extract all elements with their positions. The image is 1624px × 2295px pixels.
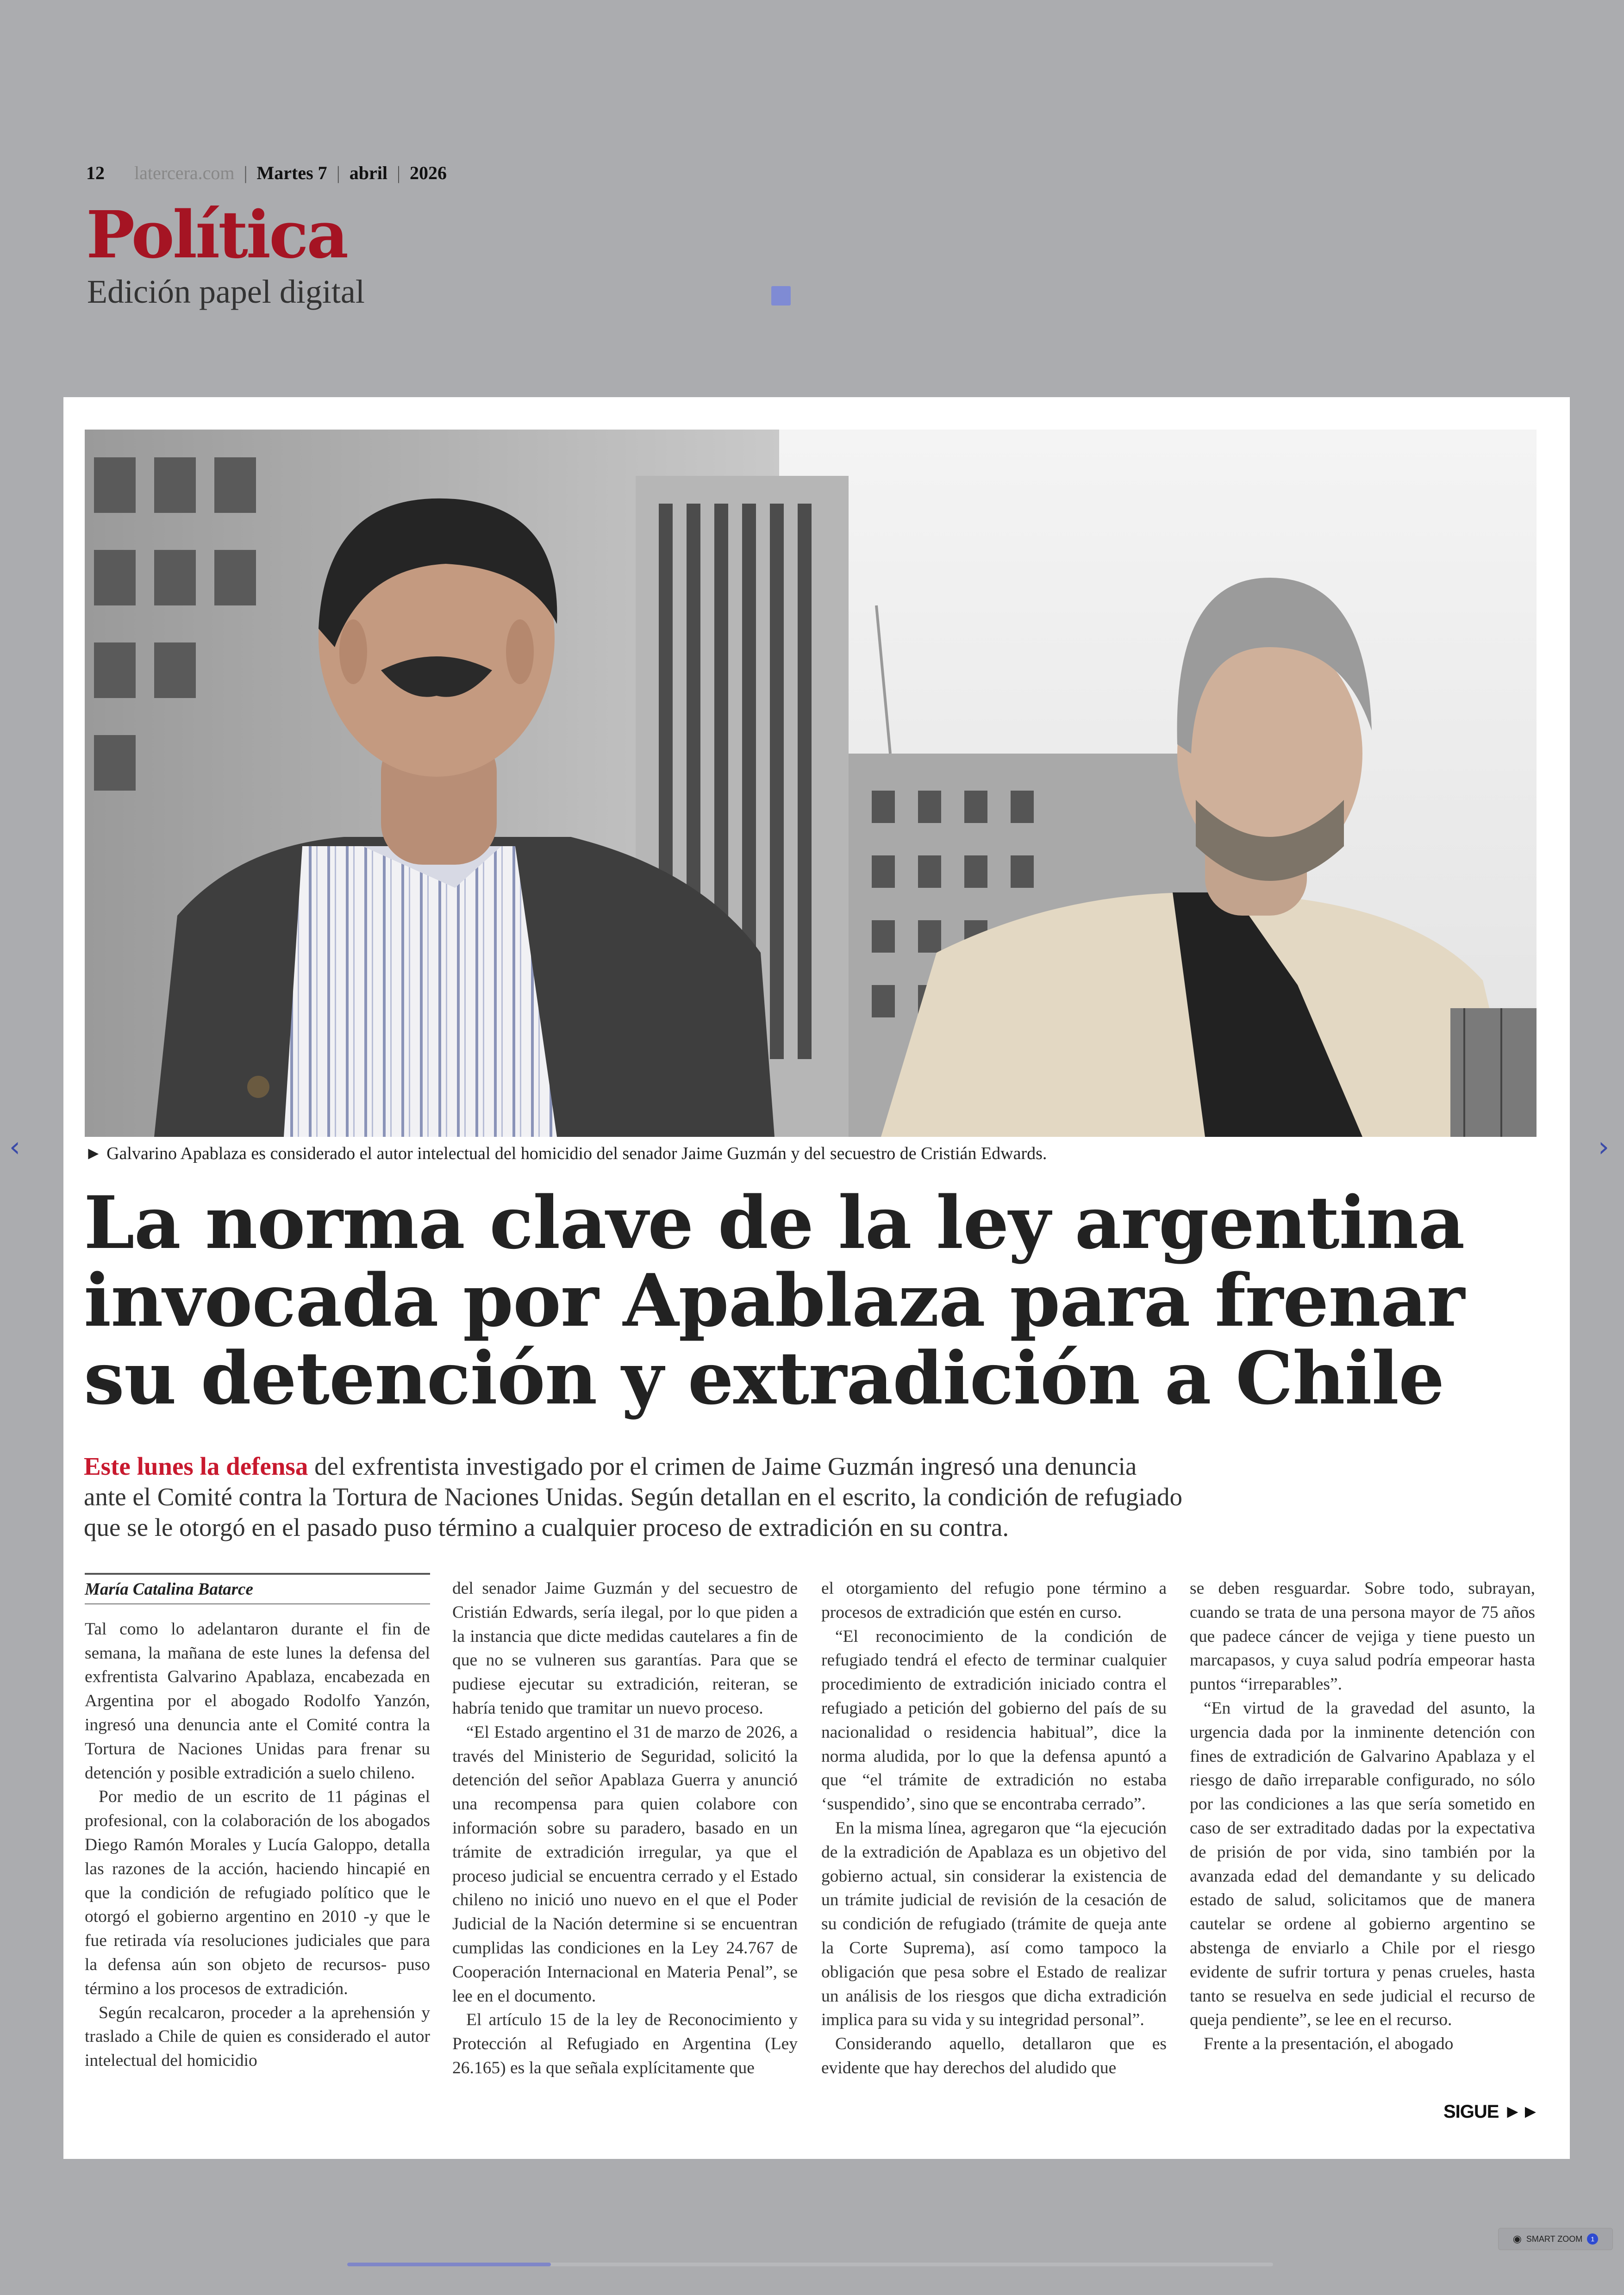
paragraph: el otorgamiento del refugio pone término a procesos de extradición que estén en curso. [821,1579,1167,1622]
site-name: latercera.com [134,162,235,183]
smart-zoom-badge: 1 [1587,2233,1598,2245]
byline: María Catalina Batarce [85,1573,430,1604]
paragraph: En la misma línea, agregaron que “la ejecución de la extradición de Apablaza es un objetivo del gobierno actual, sin considerar la existencia de un trámite judicial de revisión de la cesación de su condición de refugiado (trámite de queja ante la Corte Suprema), así como tampoco la obligación que pesa sobre el Estado de realizar un análisis de los riesgos que dicha extradición implica para su vida y su integridad personal”. [821,1818,1167,2030]
next-page-arrow-icon[interactable]: › [1598,1131,1609,1163]
paragraph: El artículo 15 de la ley de Reconocimiento y Protección al Refugiado en Argentina (Ley 26.165) es la que señala explícitamente que [452,2010,798,2077]
header-day: Martes 7 [256,162,327,183]
paragraph: Considerando aquello, detallaron que es evidente que hay derechos del aludido que [821,2034,1167,2077]
article-column-2 [452,1577,798,2080]
header-month: abril [349,162,387,183]
paragraph: “En virtud de la gravedad del asunto, la urgencia dada por la inminente detención con fines de extradición de Galvarino Apablaza y el riesgo de daño irreparable configurado, no sólo por las condiciones a las que sería sometido en caso de ser extraditado dadas por la expectativa de prisión de por vida, sino también por la avanzada edad del demandante y su delicado estado de salud, solicitamos que de manera cautelar se ordene al gobierno argentino se abstenga de enviarlo a Chile por el riesgo evidente de sufrir tortura y penas crueles, hasta tanto se resuelva en sede judicial el recurso de queja pendiente”, se lee en el recurso. [1190,1698,1535,2030]
smart-zoom-label: SMART ZOOM [1526,2234,1583,2244]
article-lead [84,1451,1182,1543]
paragraph: del senador Jaime Guzmán y del secuestro de Cristián Edwards, sería ilegal, por lo que piden a la instancia que dicte medidas cautelares a fin de que no se vulneren sus garantías. Para que se pudiese ejecutar su extradición, reiteran, se habría tenido que tramitar un nuevo proceso. [452,1579,798,1718]
previous-page-arrow-icon[interactable]: ‹ [9,1131,20,1163]
smart-zoom-button[interactable] [1498,2228,1613,2250]
lead-text: del exfrentista investigado por el crimen de Jaime Guzmán ingresó una denuncia [308,1452,1137,1480]
paragraph: Según recalcaron, proceder a la aprehensión y traslado a Chile de quien es considerado el autor intelectual del homicidio [85,2003,430,2070]
lead-text: ante el Comité contra la Tortura de Naciones Unidas. Según detallan en el escrito, la condición de refugiado [84,1483,1183,1511]
header-separator: | [396,162,400,183]
reading-progress-bar[interactable] [347,2263,1273,2266]
page-marker-button[interactable] [771,286,791,306]
article-column-3 [821,1577,1167,2080]
headline-line: invocada por Apablaza para frenar [84,1258,1465,1343]
paragraph: Por medio de un escrito de 11 páginas el profesional, con la colaboración de los abogados Diego Ramón Morales y Lucía Galoppo, detalla las razones de la acción, haciendo hincapié en que la condición de refugiado político que le otorgó el gobierno argentino en 2010 -y que le fue retirada vía resoluciones judiciales que para la defensa aún son objeto de recursos- puso término a los procesos de extradición. [85,1787,430,1998]
header-separator: | [336,162,340,183]
paragraph: Tal como lo adelantaron durante el fin de semana, la mañana de este lunes la defensa del exfrentista Galvarino Apablaza, encabezada en Argentina por el abogado Rodolfo Yanzón, ingresó una denuncia ante el Comité contra la Tortura de Naciones Unidas para frenar su detención y posible extradición a suelo chileno. [85,1619,430,1783]
headline-line: su detención y extradición a Chile [84,1336,1444,1421]
newspaper-page [63,397,1570,2159]
edition-label: Edición papel digital [87,273,365,310]
lead-highlight: Este lunes la defensa [84,1452,308,1480]
header-separator: | [244,162,248,183]
paragraph: se deben resguardar. Sobre todo, subrayan, cuando se trata de una persona mayor de 75 años que padece cáncer de vejiga y tiene puesto un marcapasos, y cuya salud podría empeorar hasta puntos “irreparables”. [1190,1579,1535,1694]
article-column-1 [85,1577,430,2073]
page-number: 12 [86,162,105,183]
section-title: Política [86,197,347,273]
header-year: 2026 [409,162,447,183]
reading-progress-fill [347,2263,551,2266]
paragraph: Frente a la presentación, el abogado [1204,2034,1454,2054]
article-headline [84,1180,1519,1421]
paragraph: “El reconocimiento de la condición de refugiado tendrá el efecto de terminar cualquier procedimiento de extradición iniciado contra el refugiado a petición del gobierno del país de su nacionalidad o residencia habitual”, dice la norma aludida, por lo que la defensa apuntó a que “el trámite de extradición no estaba ‘suspendido’, sino que se encontraba cerrado”. [821,1627,1167,1814]
headline-line: La norma clave de la ley argentina [84,1180,1465,1265]
lead-text: que se le otorgó en el pasado puso término a cualquier proceso de extradición en su contra. [84,1513,1009,1541]
paragraph: “El Estado argentino el 31 de marzo de 2026, a través del Ministerio de Seguridad, solicitó la detención del señor Apablaza Guerra y anunció una recompensa para quien colabore con información sobre su paradero, basado en un trámite de extradición irregular, ya que el proceso judicial se encuentra cerrado y el Estado chileno no inició uno nuevo en el que el Poder Judicial de la Nación determine si se encuentran cumplidas las condiciones en la Ley 24.767 de Cooperación Internacional en Materia Penal”, se lee en el documento. [452,1722,798,2006]
article-photo [85,430,1537,1137]
continue-label: SIGUE ►► [1443,2102,1539,2122]
photo-caption: ► Galvarino Apablaza es considerado el autor intelectual del homicidio del senador Jaime Guzmán y del secuestro de Cristián Edwards. [85,1144,1047,1163]
article-column-4 [1190,1577,1535,2056]
page-header [86,162,447,184]
eye-icon: ◉ [1512,2233,1522,2245]
